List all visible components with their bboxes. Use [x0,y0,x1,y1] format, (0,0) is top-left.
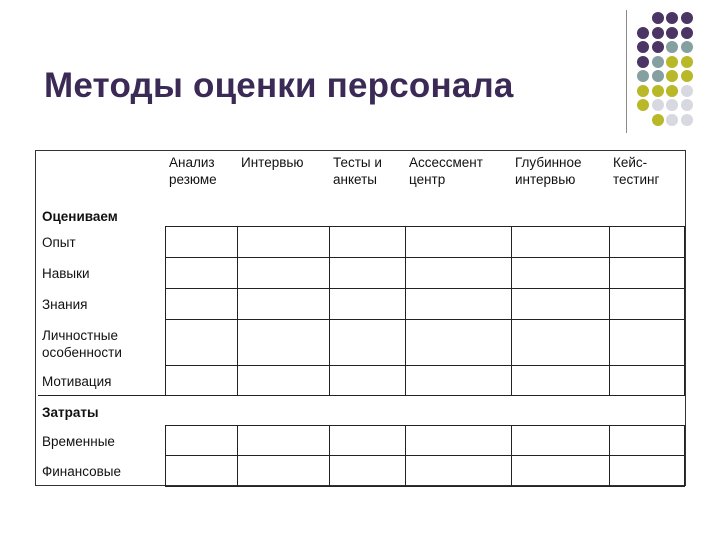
table-cell [329,319,405,365]
row-label: Мотивация [42,374,112,389]
table-cell [237,226,329,257]
decorative-dot [666,41,678,53]
table-cell [405,226,511,257]
decorative-dot [666,12,678,24]
table-cell [329,288,405,319]
column-header: Интервью [241,155,304,170]
row-label: Опыт [42,235,76,250]
row-label: Личностные особенности [42,328,122,360]
table-row [38,365,684,395]
table-header-row [38,153,684,200]
table-cell [609,257,684,288]
decorative-dot [637,85,649,97]
decorative-dot [637,27,649,39]
decorative-dot [652,12,664,24]
column-header: Кейс-тестинг [613,155,660,187]
table-cell [237,425,329,455]
table-cell [165,319,237,365]
section-heading: Затраты [38,395,684,425]
decorative-dot [681,41,693,53]
row-label: Финансовые [42,464,122,479]
table-cell [405,257,511,288]
decorative-dot [637,99,649,111]
table-cell [165,288,237,319]
table-cell [609,226,684,257]
table-row [38,455,684,486]
table-row [38,425,684,455]
decorative-dot [652,27,664,39]
row-label: Знания [42,297,88,312]
decorative-dot [637,70,649,82]
table-row [38,257,684,288]
decorative-dot [681,114,693,126]
column-header: Анализ резюме [169,155,217,187]
section-heading: Оцениваем [42,209,118,224]
decorative-dot [652,85,664,97]
table-cell [405,365,511,395]
table-cell [165,425,237,455]
table-cell [165,257,237,288]
row-label: Временные [42,434,115,449]
table-cell [511,365,609,395]
table-cell [237,288,329,319]
table-cell [405,319,511,365]
table-cell [609,365,684,395]
table-cell [511,257,609,288]
table-row [38,226,684,257]
column-header: Ассессмент центр [409,155,483,187]
table-cell [511,455,609,486]
column-header: Глубинное интервью [515,155,582,187]
decorative-dot [652,114,664,126]
table-cell [609,425,684,455]
table-cell [609,319,684,365]
table-row [38,319,684,365]
row-label: Навыки [42,266,90,281]
table-cell [609,288,684,319]
section-row-evaluate [38,200,684,226]
column-header: Тесты и анкеты [333,155,382,187]
table-cell [329,365,405,395]
table-cell [237,455,329,486]
table-cell [165,455,237,486]
decorative-dot [652,99,664,111]
table-cell [405,288,511,319]
decorative-dot [666,114,678,126]
table-row [38,288,684,319]
table-cell [237,319,329,365]
header-corner-cell [38,153,165,200]
decorative-dot [666,56,678,68]
assessment-methods-table [38,153,685,487]
table-cell [329,257,405,288]
table-cell [237,257,329,288]
table-cell [165,226,237,257]
title-divider [626,10,627,133]
decorative-dot [681,70,693,82]
table-cell [329,455,405,486]
table-cell [165,365,237,395]
decorative-dot [681,12,693,24]
decorative-dot [652,41,664,53]
table-cell [609,455,684,486]
decorative-dot [652,56,664,68]
decorative-dot [681,56,693,68]
decorative-dot [681,85,693,97]
table-cell [405,425,511,455]
table-cell [511,319,609,365]
decorative-dot [681,27,693,39]
table-cell [237,365,329,395]
table-cell [329,226,405,257]
decorative-dot [637,56,649,68]
table-cell [405,455,511,486]
decorative-dot [666,27,678,39]
slide-title: Методы оценки персонала [44,66,514,105]
table-cell [511,425,609,455]
table-cell [329,425,405,455]
decorative-dot [666,70,678,82]
section-row-costs [38,395,684,425]
table-cell [511,288,609,319]
decorative-dot [681,99,693,111]
decorative-dot [666,99,678,111]
decorative-dot [637,41,649,53]
table-cell [511,226,609,257]
decorative-dot [666,85,678,97]
decorative-dot [652,70,664,82]
